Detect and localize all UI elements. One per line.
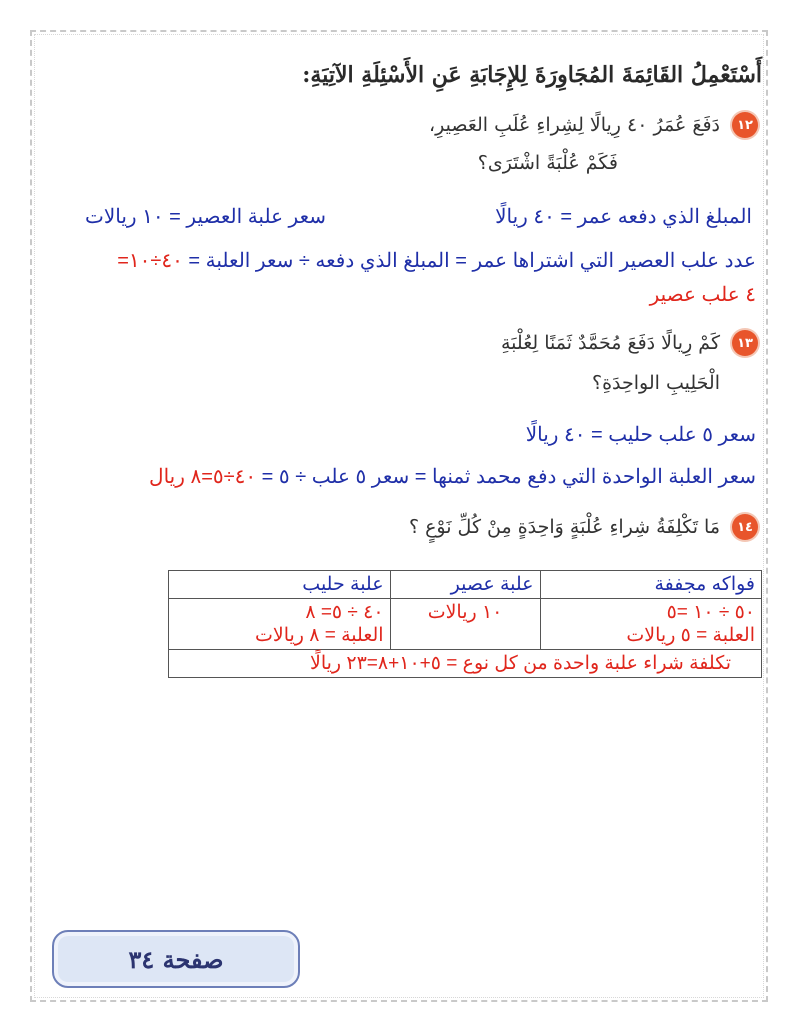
q12-calc-text: عدد علب العصير التي اشتراها عمر = المبلغ الذي دفعه ÷ سعر العلبة = [182,250,756,272]
page-number: صفحة ٣٤ [128,944,224,974]
cell-milk-calc: ٤٠ ÷ ٥= ٨ [305,602,384,623]
q12-result: ٤ علب عصير [649,284,756,306]
q12-juice-price: سعر علبة العصير = ١٠ ريالات [85,206,326,228]
question-12-line2: فَكَمْ عُلْبَةً اشْتَرَى؟ [477,152,618,174]
header-milk-can: علبة حليب [169,571,391,599]
table-row [169,599,762,650]
cost-table [168,570,762,678]
question-13-line1: كَمْ رِيالًا دَفَعَ مُحَمَّدٌ ثَمَنًا لِعُلْبَةِ [501,332,720,354]
question-13-line2: الْحَلِيبِ الواحِدَةِ؟ [592,372,720,394]
cell-milk-price: العلبة = ٨ ريالات [254,625,384,646]
question-12-badge: ١٢ [732,112,758,138]
q12-paid-amount: المبلغ الذي دفعه عمر = ٤٠ ريالًا [495,206,752,228]
header-dried-fruit: فواكه مجففة [540,571,762,599]
q13-calc-text: سعر العلبة الواحدة التي دفع محمد ثمنها = سعر ٥ علب ÷ ٥ = [256,466,756,488]
table-header-row [169,571,762,599]
question-12-line1: دَفَعَ عُمَرُ ٤٠ رِيالًا لِشِراءِ عُلَبِ العَصِيرِ، [429,114,720,136]
question-13-badge: ١٣ [732,330,758,356]
cell-milk [169,599,391,650]
cell-juice-price: ١٠ ريالات [427,602,503,623]
q13-calc-values: ٤٠÷٥=٨ ريال [149,466,257,488]
q13-calculation [149,464,756,489]
cell-dried-fruit-calc: ٥٠ ÷ ١٠ =٥ [666,602,755,623]
cell-dried-fruit-price: العلبة = ٥ ريالات [626,625,755,646]
question-14-badge: ١٤ [732,514,758,540]
question-14-line1: مَا تَكْلِفَةُ شِراءِ عُلْبَةٍ وَاحِدَةٍ مِنْ كُلِّ نَوْعٍ ؟ [408,516,720,538]
cell-juice [390,599,540,650]
table-total-row [169,650,762,678]
instructions-heading: أَسْتَعْمِلُ القَائِمَةَ المُجَاوِرَةَ لِلإِجَابَةِ عَنِ الأَسْئِلَةِ الآتِيَةِ: [302,62,762,88]
page-number-box [52,930,300,988]
cell-total: تكلفة شراء علبة واحدة من كل نوع = ٥+١٠+٨=٢٣ ريالًا [169,650,762,678]
q13-milk-price: سعر ٥ علب حليب = ٤٠ ريالًا [525,424,756,446]
header-juice-can: علبة عصير [390,571,540,599]
q12-calc-values: ٤٠÷١٠= [117,250,183,272]
q12-calculation [117,248,756,273]
cell-dried-fruit [540,599,762,650]
